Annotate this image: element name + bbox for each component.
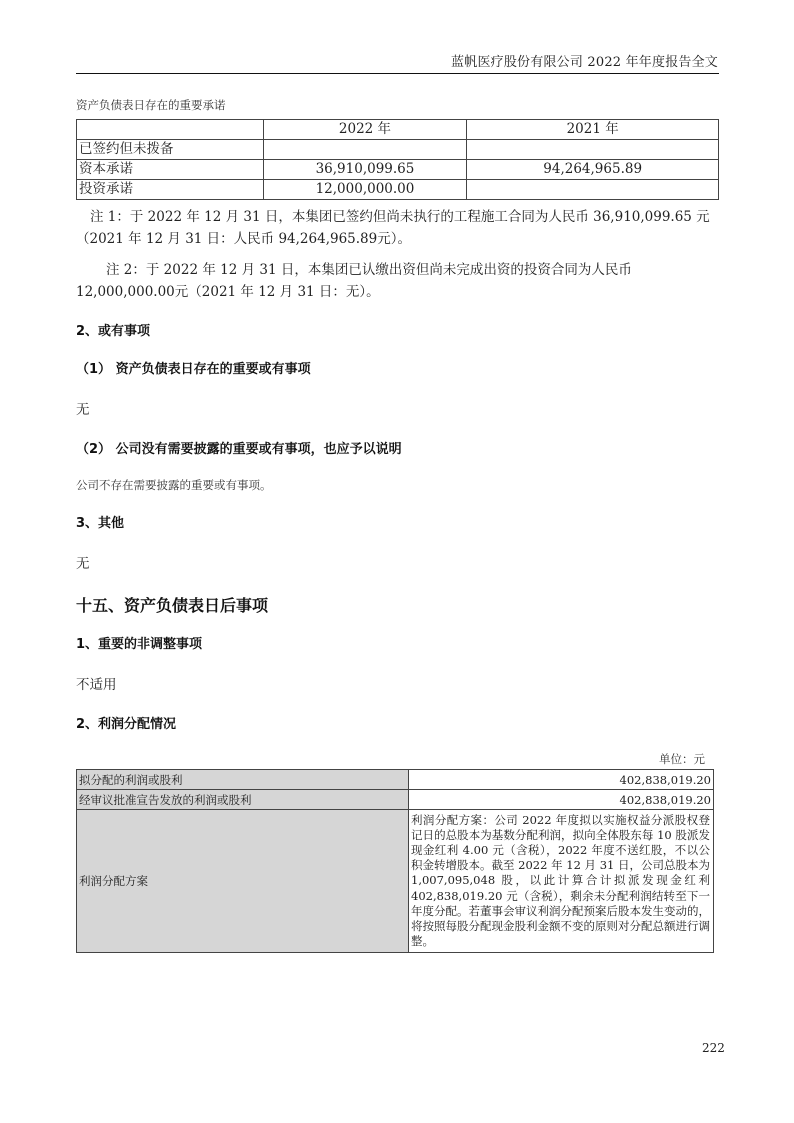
- profit-distribution-heading: 2、利润分配情况: [76, 717, 177, 732]
- note-2-line-2: 12,000,000.00元（2021 年 12 月 31 日：无）。: [76, 284, 380, 300]
- table-header-row: [77, 120, 719, 140]
- table-row: [77, 180, 719, 200]
- table-cell: 资本承诺: [77, 160, 264, 180]
- profit-distribution-table: [76, 769, 714, 953]
- note-2: [76, 259, 721, 303]
- contingencies-heading: 2、或有事项: [76, 324, 151, 339]
- table-cell-label: 经审议批准宣告发放的利润或股利: [77, 790, 409, 810]
- page-number: 222: [702, 1041, 725, 1055]
- table-cell-label: 拟分配的利润或股利: [77, 770, 409, 790]
- table-header-cell: [77, 120, 264, 140]
- contingencies-sub1-text: 无: [76, 402, 90, 418]
- non-adjusting-events-heading: 1、重要的非调整事项: [76, 637, 203, 652]
- note-1: [76, 206, 721, 250]
- commitments-caption: 资产负债表日存在的重要承诺: [76, 98, 226, 112]
- table-header-cell: 2022 年: [263, 120, 467, 140]
- table-row: [77, 770, 714, 790]
- contingencies-sub2-text: 公司不存在需要披露的重要或有事项。: [76, 478, 272, 492]
- table-cell: 12,000,000.00: [263, 180, 467, 200]
- table-cell: [467, 180, 719, 200]
- report-title: 蓝帆医疗股份有限公司 2022 年年度报告全文: [451, 55, 718, 70]
- table-cell: 94,264,965.89: [467, 160, 719, 180]
- commitments-table: [76, 119, 719, 200]
- contingencies-sub1-heading: （1） 资产负债表日存在的重要或有事项: [76, 362, 311, 377]
- other-heading: 3、其他: [76, 516, 125, 531]
- contingencies-sub2-heading: （2） 公司没有需要披露的重要或有事项，也应予以说明: [76, 442, 402, 457]
- table-cell: [263, 140, 467, 160]
- unit-label: 单位：元: [659, 752, 705, 766]
- table-cell: 已签约但未拨备: [77, 140, 264, 160]
- table-row: [77, 140, 719, 160]
- table-cell: 投资承诺: [77, 180, 264, 200]
- table-cell: 36,910,099.65: [263, 160, 467, 180]
- note-1-line-2: （2021 年 12 月 31 日：人民币 94,264,965.89元）。: [76, 231, 411, 247]
- note-1-line-1: 注 1：于 2022 年 12 月 31 日，本集团已签约但尚未执行的工程施工合同为人民币 36,910,099.65 元: [90, 209, 710, 225]
- table-cell: [467, 140, 719, 160]
- note-2-line-1: 注 2：于 2022 年 12 月 31 日，本集团已认缴出资但尚未完成出资的投资合同为人民币: [106, 262, 632, 278]
- other-text: 无: [76, 556, 90, 572]
- non-adjusting-events-text: 不适用: [76, 677, 117, 693]
- table-cell-value: 402,838,019.20: [409, 770, 714, 790]
- table-row: [77, 810, 714, 953]
- table-cell-value: 402,838,019.20: [409, 790, 714, 810]
- distribution-plan-text: 利润分配方案：公司 2022 年度拟以实施权益分派股权登记日的总股本为基数分配利润，拟向全体股东每 10 股派发现金红利 4.00 元（含税），2022 年度不送红股，不以公积金转增股本。截至 2022 年 12 月 31 日，公司总股本为 1,007,095,048 股，以此计算合计拟派发现金红利 402,838,019.20 元（含税），剩余未分配利润结转至下一年度分配。若董事会审议利润分配预案后股本发生变动的，将按照每股分配现金股利金额不变的原则对分配总额进行调整。: [409, 810, 714, 953]
- section-15-heading: 十五、资产负债表日后事项: [76, 596, 269, 615]
- table-cell-label: 利润分配方案: [77, 810, 409, 953]
- table-row: [77, 160, 719, 180]
- table-header-cell: 2021 年: [467, 120, 719, 140]
- header-divider: [76, 73, 719, 74]
- table-row: [77, 790, 714, 810]
